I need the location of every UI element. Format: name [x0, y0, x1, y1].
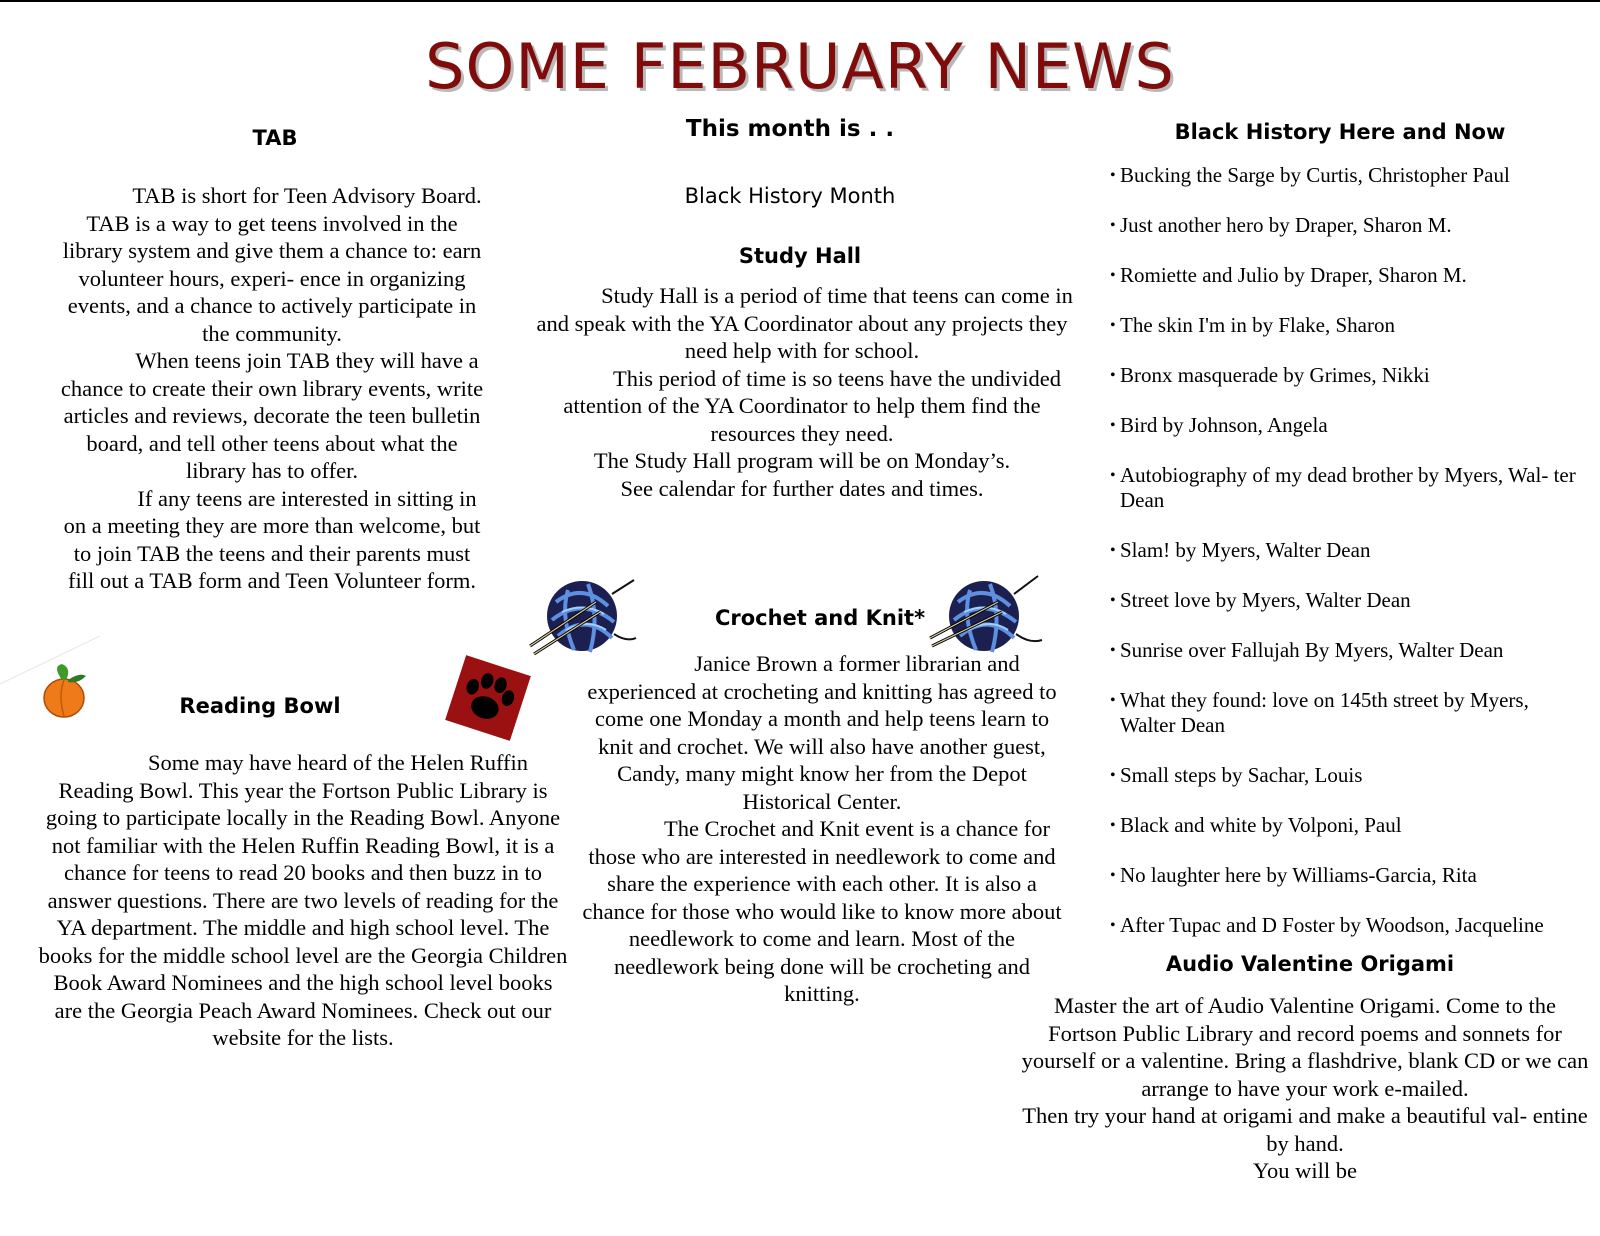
- yarn-ball-icon: [526, 572, 638, 660]
- list-item: • Bird by Johnson, Angela: [1110, 413, 1580, 438]
- list-item: • Bucking the Sarge by Curtis, Christopher Paul: [1110, 163, 1580, 188]
- study-hall-heading: Study Hall: [738, 244, 862, 268]
- book-list: [1110, 163, 1580, 963]
- study-hall-paragraph-3: The Study Hall program will be on Monday’s.: [593, 448, 1011, 473]
- black-history-heading: Black History Here and Now: [1174, 120, 1506, 144]
- paw-print-icon: [440, 650, 536, 746]
- crochet-heading: Crochet and Knit*: [714, 606, 926, 630]
- page-title: SOME FEBRUARY NEWS: [425, 30, 1175, 103]
- list-item: • Small steps by Sachar, Louis: [1110, 763, 1580, 788]
- tab-heading: TAB: [252, 126, 298, 150]
- audio-valentine-paragraph-1: Master the art of Audio Valentine Origami. Come to the Fortson Public Library and record poems and sonnets for yourself or a valentine. Bring a flashdrive, blank CD or we can arrange to have your work e-mailed.: [1021, 993, 1589, 1101]
- reading-bowl-heading: Reading Bowl: [179, 694, 341, 718]
- study-hall-paragraph-1: Study Hall is a period of time that teens can come in and speak with the YA Coordinator about any projects they need help with for school.: [536, 283, 1073, 363]
- audio-valentine-paragraph-3: You will be: [1253, 1158, 1357, 1183]
- crochet-paragraph-2: The Crochet and Knit event is a chance for those who are interested in needlework to come and share the experience with each other. It is also a chance for those who would like to know more about needlework to come and learn. Most of the needlework being done will be crocheting and knitting.: [582, 816, 1062, 1006]
- list-item: • No laughter here by Williams-Garcia, Rita: [1110, 863, 1580, 888]
- month-value: Black History Month: [684, 184, 896, 208]
- list-item: • Black and white by Volponi, Paul: [1110, 813, 1580, 838]
- tab-paragraph-2: When teens join TAB they will have a chance to create their own library events, write articles and reviews, decorate the teen bulletin board, and tell other teens about what the library has to offer.: [60, 348, 484, 483]
- list-item: • Autobiography of my dead brother by Myers, Wal- ter Dean: [1110, 463, 1580, 513]
- crochet-article: [582, 650, 1062, 1008]
- list-item: • After Tupac and D Foster by Woodson, Jacqueline: [1110, 913, 1580, 938]
- tab-paragraph-3: If any teens are interested in sitting in on a meeting they are more than welcome, but to join TAB the teens and their parents must fill out a TAB form and Teen Volunteer form.: [63, 485, 481, 593]
- list-item: • Romiette and Julio by Draper, Sharon M.: [1110, 263, 1580, 288]
- audio-valentine-heading: Audio Valentine Origami: [1165, 952, 1455, 976]
- study-hall-paragraph-2: This period of time is so teens have the undivided attention of the YA Coordinator to help them find the resources they need.: [563, 365, 1062, 446]
- tab-paragraph-1: TAB is short for Teen Advisory Board. TAB is a way to get teens involved in the library system and give them a chance to: earn volunteer hours, experi- ence in organizing events, and a chance to actively participate in the community.: [62, 183, 482, 346]
- list-item: • Slam! by Myers, Walter Dean: [1110, 538, 1580, 563]
- study-hall-paragraph-4: See calendar for further dates and times.: [620, 475, 984, 501]
- audio-valentine-paragraph-2: Then try your hand at origami and make a beautiful val- entine by hand.: [1022, 1103, 1588, 1156]
- top-rule: [0, 0, 1600, 2]
- list-item: • What they found: love on 145th street by Myers, Walter Dean: [1110, 688, 1580, 738]
- peach-icon: [0, 636, 100, 726]
- crochet-paragraph-1: Janice Brown a former librarian and experienced at crocheting and knitting has agreed to come one Monday a month and help teens learn to knit and crochet. We will also have another guest, Candy, many might know her from the Depot Historical Center.: [587, 651, 1057, 814]
- audio-valentine-article: [1020, 992, 1590, 1185]
- list-item: • Sunrise over Fallujah By Myers, Walter Dean: [1110, 638, 1580, 663]
- month-heading: This month is . .: [685, 116, 895, 142]
- tab-article: [60, 182, 484, 595]
- list-item: • Bronx masquerade by Grimes, Nikki: [1110, 363, 1580, 388]
- study-hall-article: [522, 282, 1082, 502]
- list-item: • Street love by Myers, Walter Dean: [1110, 588, 1580, 613]
- list-item: • Just another hero by Draper, Sharon M.: [1110, 213, 1580, 238]
- reading-bowl-paragraph-1: Some may have heard of the Helen Ruffin Reading Bowl. This year the Fortson Public Library is going to participate locally in the Reading Bowl. Anyone not familiar with the Helen Ruffin Reading Bowl, it is a chance for teens to read 20 books and then buzz in to answer questions. There are two levels of reading for the YA department. The middle and high school level. The books for the middle school level are the Georgia Children Book Award Nominees and the high school level books are the Georgia Peach Award Nominees. Check out our website for the lists.: [38, 750, 568, 1050]
- list-item: • The skin I'm in by Flake, Sharon: [1110, 313, 1580, 338]
- reading-bowl-article: [38, 749, 568, 1052]
